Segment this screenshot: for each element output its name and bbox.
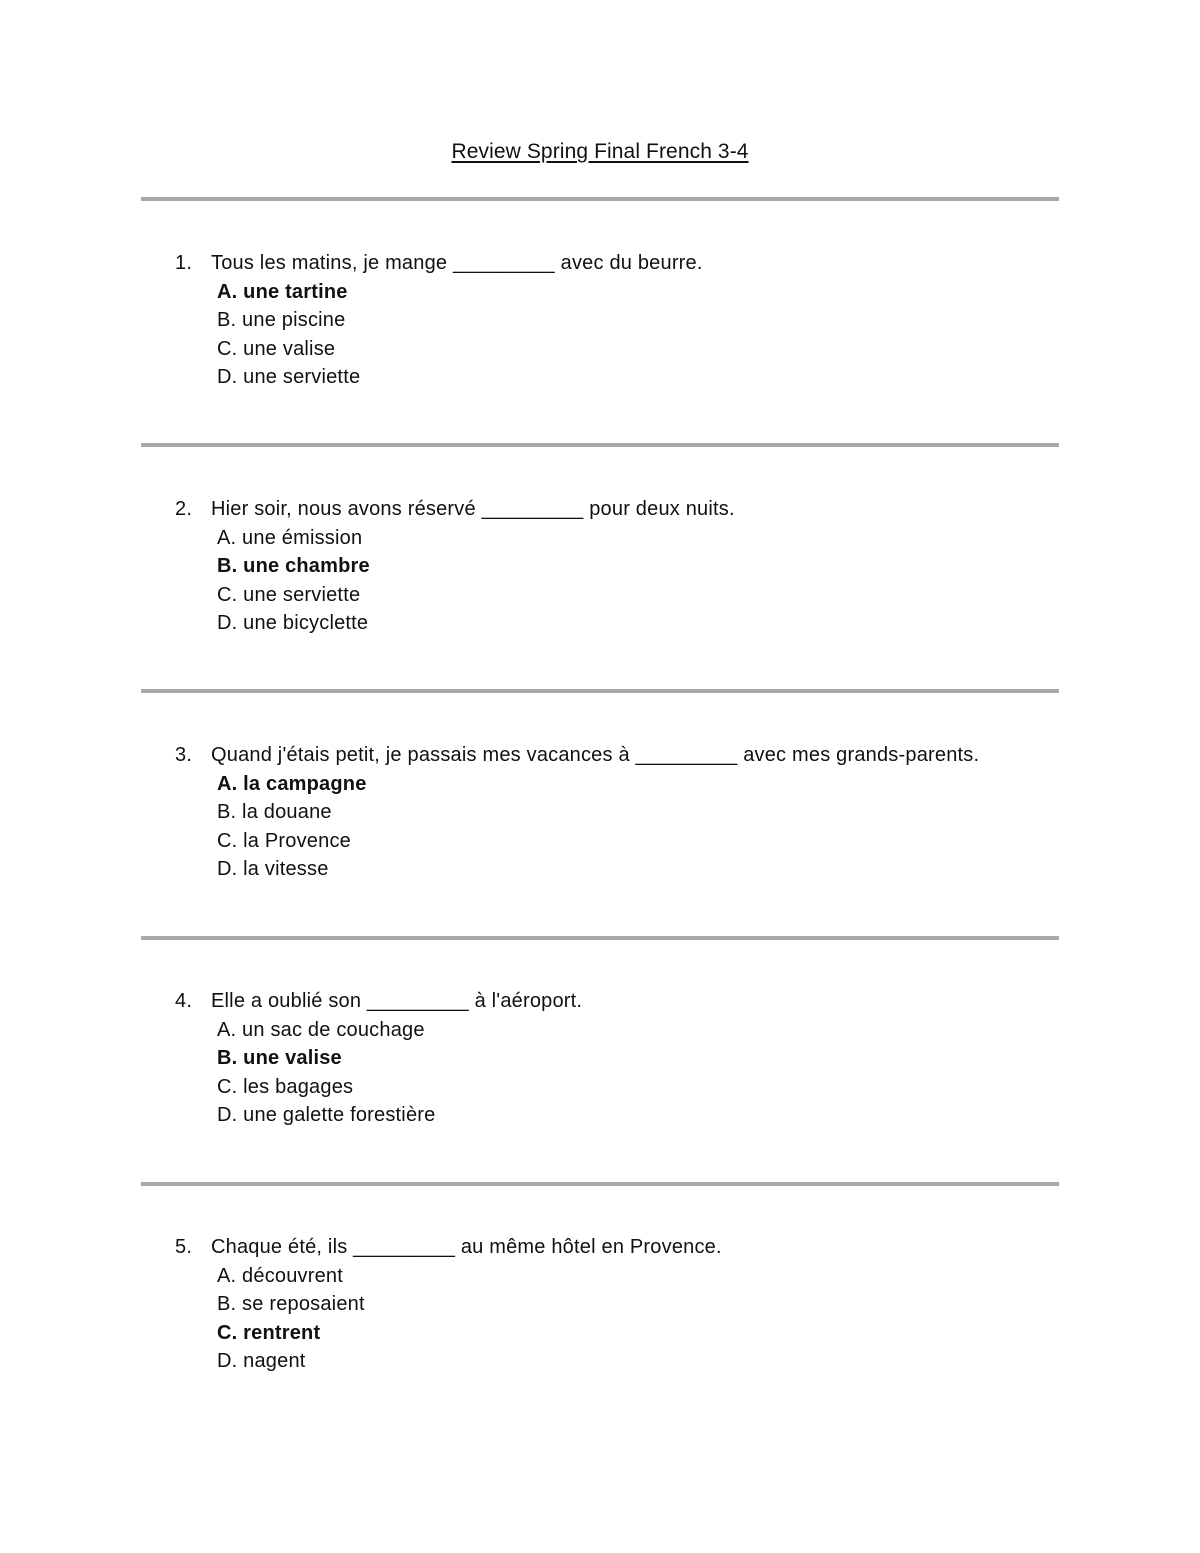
answer-option: B. la douane	[217, 801, 332, 823]
question-text: Chaque été, ils _________ au même hôtel en Provence.	[211, 1236, 722, 1258]
section-divider	[141, 1182, 1059, 1186]
answer-option-correct: A. une tartine	[217, 280, 348, 303]
question-4	[175, 987, 1075, 1130]
answer-option: D. nagent	[217, 1350, 306, 1372]
answer-option: A. une émission	[217, 526, 363, 549]
question-2	[175, 495, 1075, 638]
answer-option-correct: C. rentrent	[217, 1321, 321, 1344]
answer-option-correct: B. une valise	[217, 1047, 342, 1069]
question-prompt	[175, 987, 1075, 1016]
answer-option: D. une serviette	[217, 366, 361, 388]
question-prompt	[175, 495, 1075, 524]
question-text: Tous les matins, je mange _________ avec du beurre.	[211, 252, 703, 274]
question-number: 4.	[175, 990, 193, 1012]
answer-option: C. une valise	[217, 337, 336, 360]
answer-option: A. un sac de couchage	[217, 1018, 425, 1041]
question-3	[175, 741, 1075, 884]
answer-options	[175, 1262, 1075, 1376]
question-number: 1.	[175, 252, 193, 274]
question-number: 2.	[175, 498, 193, 520]
section-divider	[141, 689, 1059, 693]
question-1	[175, 249, 1075, 392]
question-text: Hier soir, nous avons réservé _________ pour deux nuits.	[211, 498, 735, 520]
question-5	[175, 1233, 1075, 1376]
answer-options	[175, 770, 1075, 884]
section-divider	[141, 936, 1059, 940]
answer-option: C. les bagages	[217, 1075, 354, 1098]
section-divider	[141, 197, 1059, 201]
question-text: Quand j'étais petit, je passais mes vacances à _________ avec mes grands-parents.	[211, 744, 980, 766]
answer-option: D. la vitesse	[217, 858, 329, 880]
answer-option: C. une serviette	[217, 583, 361, 606]
answer-option: C. la Provence	[217, 829, 351, 852]
answer-options	[175, 278, 1075, 392]
answer-option: B. se reposaient	[217, 1293, 365, 1315]
answer-option: B. une piscine	[217, 309, 346, 331]
question-prompt	[175, 1233, 1075, 1262]
answer-option-correct: B. une chambre	[217, 555, 370, 577]
answer-option: D. une bicyclette	[217, 612, 369, 634]
answer-option-correct: A. la campagne	[217, 772, 367, 795]
answer-options	[175, 524, 1075, 638]
section-divider	[141, 443, 1059, 447]
question-prompt	[175, 741, 1075, 770]
question-text: Elle a oublié son _________ à l'aéroport.	[211, 990, 583, 1012]
answer-options	[175, 1016, 1075, 1130]
document-title: Review Spring Final French 3-4	[451, 140, 749, 163]
answer-option: A. découvrent	[217, 1264, 344, 1287]
question-number: 5.	[175, 1236, 193, 1258]
question-prompt	[175, 249, 1075, 278]
question-number: 3.	[175, 744, 193, 766]
answer-option: D. une galette forestière	[217, 1104, 436, 1126]
